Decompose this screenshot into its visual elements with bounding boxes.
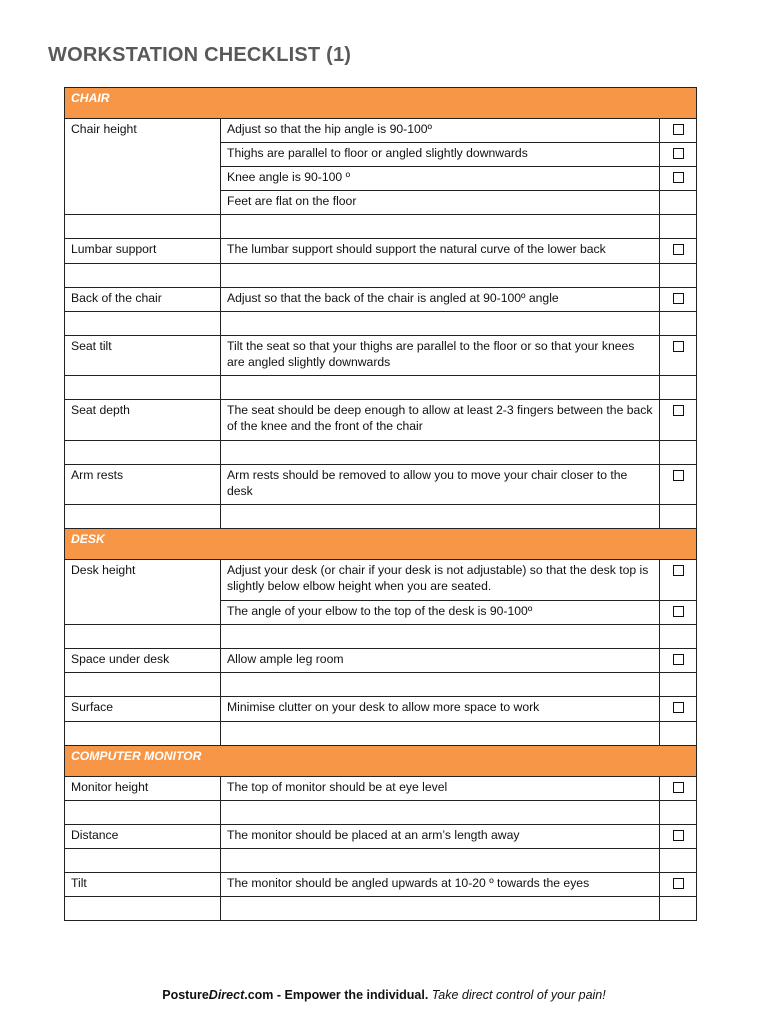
section-heading: COMPUTER MONITOR bbox=[65, 746, 697, 777]
item-category-label: Lumbar support bbox=[65, 239, 221, 264]
empty-cell bbox=[660, 376, 697, 400]
section-header-row bbox=[65, 746, 697, 777]
item-description: Minimise clutter on your desk to allow more space to work bbox=[221, 697, 660, 722]
checkbox-cell bbox=[660, 465, 697, 505]
item-description: Adjust so that the back of the chair is angled at 90-100º angle bbox=[221, 288, 660, 312]
checkbox[interactable] bbox=[673, 606, 684, 617]
checkbox-cell bbox=[660, 560, 697, 601]
footer-tagline: Empower the individual. bbox=[284, 988, 429, 1002]
empty-cell bbox=[221, 376, 660, 400]
checkbox-cell bbox=[660, 191, 697, 215]
empty-cell bbox=[221, 673, 660, 697]
footer-tagline-italic: Take direct control of your pain! bbox=[428, 988, 606, 1002]
checkbox-cell bbox=[660, 167, 697, 191]
item-category-label: Chair height bbox=[65, 119, 221, 215]
checkbox-cell bbox=[660, 400, 697, 441]
empty-cell bbox=[660, 264, 697, 288]
item-description: Knee angle is 90-100 º bbox=[221, 167, 660, 191]
item-description: Adjust so that the hip angle is 90-100º bbox=[221, 119, 660, 143]
empty-cell bbox=[65, 505, 221, 529]
empty-cell bbox=[660, 673, 697, 697]
checkbox[interactable] bbox=[673, 878, 684, 889]
empty-cell bbox=[221, 722, 660, 746]
item-description: Arm rests should be removed to allow you to move your chair closer to the desk bbox=[221, 465, 660, 505]
spacer-row bbox=[65, 215, 697, 239]
footer bbox=[0, 988, 768, 1002]
section-heading: CHAIR bbox=[65, 88, 697, 119]
checklist-row bbox=[65, 400, 697, 441]
empty-cell bbox=[660, 897, 697, 921]
empty-cell bbox=[221, 625, 660, 649]
checkbox[interactable] bbox=[673, 565, 684, 576]
checkbox-cell bbox=[660, 649, 697, 673]
empty-cell bbox=[660, 849, 697, 873]
checklist-row bbox=[65, 777, 697, 801]
item-description: Tilt the seat so that your thighs are parallel to the floor or so that your knees are angled slightly downwards bbox=[221, 336, 660, 376]
empty-cell bbox=[65, 441, 221, 465]
spacer-row bbox=[65, 801, 697, 825]
checkbox[interactable] bbox=[673, 405, 684, 416]
checkbox[interactable] bbox=[673, 244, 684, 255]
checkbox-cell bbox=[660, 288, 697, 312]
item-category-label: Surface bbox=[65, 697, 221, 722]
checkbox-cell bbox=[660, 825, 697, 849]
checkbox-cell bbox=[660, 777, 697, 801]
empty-cell bbox=[221, 441, 660, 465]
item-description: The seat should be deep enough to allow at least 2-3 fingers between the back of the knee and the front of the chair bbox=[221, 400, 660, 441]
section-header-row bbox=[65, 88, 697, 119]
checklist-row bbox=[65, 560, 697, 601]
item-category-label: Distance bbox=[65, 825, 221, 849]
checklist-row bbox=[65, 649, 697, 673]
empty-cell bbox=[65, 722, 221, 746]
empty-cell bbox=[660, 441, 697, 465]
empty-cell bbox=[221, 801, 660, 825]
checklist-row bbox=[65, 119, 697, 143]
item-description: The monitor should be placed at an arm’s length away bbox=[221, 825, 660, 849]
checklist-row bbox=[65, 288, 697, 312]
empty-cell bbox=[65, 312, 221, 336]
empty-cell bbox=[221, 897, 660, 921]
empty-cell bbox=[65, 264, 221, 288]
item-category-label: Tilt bbox=[65, 873, 221, 897]
checkbox-cell bbox=[660, 601, 697, 625]
checkbox-cell bbox=[660, 119, 697, 143]
spacer-row bbox=[65, 264, 697, 288]
item-category-label: Space under desk bbox=[65, 649, 221, 673]
empty-cell bbox=[65, 673, 221, 697]
item-description: Allow ample leg room bbox=[221, 649, 660, 673]
empty-cell bbox=[660, 801, 697, 825]
item-description: The monitor should be angled upwards at 10-20 º towards the eyes bbox=[221, 873, 660, 897]
checkbox[interactable] bbox=[673, 702, 684, 713]
checkbox[interactable] bbox=[673, 172, 684, 183]
checklist-row bbox=[65, 873, 697, 897]
spacer-row bbox=[65, 673, 697, 697]
checkbox-cell bbox=[660, 873, 697, 897]
empty-cell bbox=[65, 376, 221, 400]
checkbox[interactable] bbox=[673, 470, 684, 481]
spacer-row bbox=[65, 312, 697, 336]
footer-brand[interactable]: PostureDirect.com bbox=[162, 988, 274, 1002]
item-description: The lumbar support should support the natural curve of the lower back bbox=[221, 239, 660, 264]
workstation-checklist-table bbox=[64, 87, 697, 921]
item-description: The angle of your elbow to the top of the desk is 90-100º bbox=[221, 601, 660, 625]
empty-cell bbox=[65, 849, 221, 873]
empty-cell bbox=[221, 505, 660, 529]
item-description: Feet are flat on the floor bbox=[221, 191, 660, 215]
checkbox[interactable] bbox=[673, 782, 684, 793]
footer-separator: - bbox=[273, 988, 285, 1002]
checkbox[interactable] bbox=[673, 148, 684, 159]
spacer-row bbox=[65, 722, 697, 746]
empty-cell bbox=[221, 215, 660, 239]
checkbox[interactable] bbox=[673, 124, 684, 135]
empty-cell bbox=[221, 849, 660, 873]
item-category-label: Seat tilt bbox=[65, 336, 221, 376]
checklist-row bbox=[65, 825, 697, 849]
empty-cell bbox=[65, 215, 221, 239]
item-description: Adjust your desk (or chair if your desk is not adjustable) so that the desk top is slightly below elbow height when you are seated. bbox=[221, 560, 660, 601]
checkbox-cell bbox=[660, 336, 697, 376]
item-category-label: Arm rests bbox=[65, 465, 221, 505]
item-category-label: Desk height bbox=[65, 560, 221, 625]
spacer-row bbox=[65, 849, 697, 873]
checklist-row bbox=[65, 465, 697, 505]
spacer-row bbox=[65, 441, 697, 465]
checkbox-cell bbox=[660, 239, 697, 264]
checkbox[interactable] bbox=[673, 341, 684, 352]
checklist-row bbox=[65, 239, 697, 264]
checkbox[interactable] bbox=[673, 830, 684, 841]
empty-cell bbox=[65, 897, 221, 921]
empty-cell bbox=[65, 801, 221, 825]
page-title: WORKSTATION CHECKLIST (1) bbox=[48, 44, 352, 66]
item-category-label: Seat depth bbox=[65, 400, 221, 441]
item-category-label: Back of the chair bbox=[65, 288, 221, 312]
empty-cell bbox=[660, 625, 697, 649]
spacer-row bbox=[65, 897, 697, 921]
empty-cell bbox=[221, 264, 660, 288]
empty-cell bbox=[660, 722, 697, 746]
checkbox-cell bbox=[660, 697, 697, 722]
item-category-label: Monitor height bbox=[65, 777, 221, 801]
item-description: Thighs are parallel to floor or angled slightly downwards bbox=[221, 143, 660, 167]
checkbox[interactable] bbox=[673, 654, 684, 665]
checkbox[interactable] bbox=[673, 293, 684, 304]
checklist-row bbox=[65, 336, 697, 376]
empty-cell bbox=[221, 312, 660, 336]
spacer-row bbox=[65, 625, 697, 649]
empty-cell bbox=[660, 505, 697, 529]
empty-cell bbox=[65, 625, 221, 649]
section-header-row bbox=[65, 529, 697, 560]
section-heading: DESK bbox=[65, 529, 697, 560]
empty-cell bbox=[660, 215, 697, 239]
item-description: The top of monitor should be at eye level bbox=[221, 777, 660, 801]
checklist-row bbox=[65, 697, 697, 722]
empty-cell bbox=[660, 312, 697, 336]
spacer-row bbox=[65, 505, 697, 529]
checkbox-cell bbox=[660, 143, 697, 167]
spacer-row bbox=[65, 376, 697, 400]
